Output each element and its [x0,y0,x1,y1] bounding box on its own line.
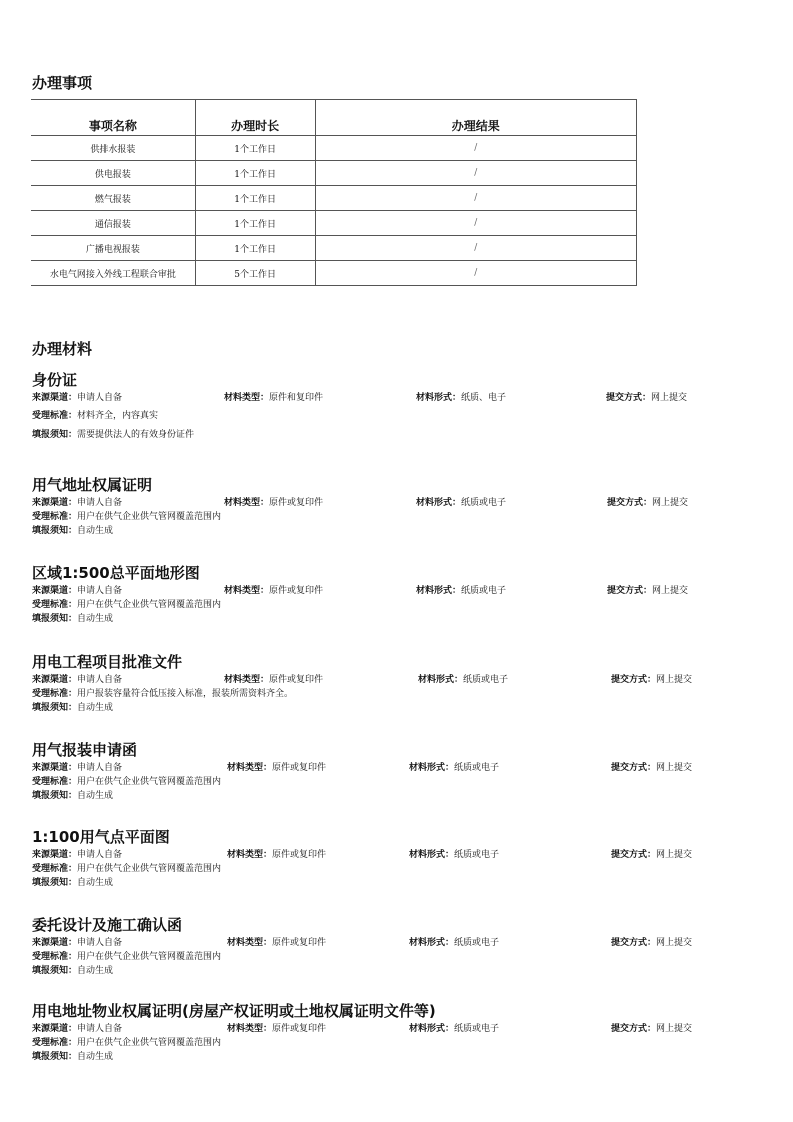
material-notice-row [32,876,732,890]
items-section-title: 办理事项 [32,74,93,92]
item-result: / [315,186,636,211]
material-block [32,653,732,715]
source-value: 申请人自备 [77,393,123,403]
material-block [32,916,732,978]
form-label: 材料形式： [418,675,464,685]
form-field [409,848,499,862]
item-name: 供排水报装 [31,136,195,161]
type-value: 原件或复印件 [272,938,327,948]
source-field [32,673,122,687]
standard-field [32,950,221,964]
type-label: 材料类型： [227,850,273,860]
type-value: 原件或复印件 [269,586,324,596]
notice-field [32,789,113,803]
notice-label: 填报须知： [32,430,78,440]
material-block [32,564,732,626]
type-field [227,1022,326,1036]
table-row [31,136,637,161]
standard-field [32,409,158,423]
form-label: 材料形式： [416,393,462,403]
standard-label: 受理标准： [32,512,78,522]
form-field [416,584,506,598]
notice-label: 填报须知： [32,703,78,713]
standard-label: 受理标准： [32,600,78,610]
notice-label: 填报须知： [32,791,78,801]
submit-value: 网上提交 [652,498,689,508]
submit-value: 网上提交 [656,1024,693,1034]
notice-field [32,524,113,538]
item-name: 广播电视报装 [31,236,195,261]
item-name: 通信报装 [31,211,195,236]
column-header-result: 办理结果 [315,100,636,136]
type-field [224,584,323,598]
material-meta-row [32,848,732,862]
source-label: 来源渠道： [32,498,78,508]
material-standard-row [32,1036,732,1050]
source-field [32,936,122,950]
submit-field [606,391,687,405]
submit-label: 提交方式： [606,393,652,403]
form-field [416,496,506,510]
source-label: 来源渠道： [32,586,78,596]
source-value: 申请人自备 [77,586,123,596]
table-row [31,186,637,211]
standard-value: 用户在供气企业供气管网覆盖范围内 [77,512,222,522]
source-field [32,848,122,862]
notice-label: 填报须知： [32,966,78,976]
item-result: / [315,211,636,236]
standard-field [32,687,293,701]
submit-label: 提交方式： [611,938,657,948]
source-value: 申请人自备 [77,938,123,948]
notice-value: 自动生成 [77,703,114,713]
submit-label: 提交方式： [611,763,657,773]
column-header-name: 事项名称 [31,100,195,136]
type-value: 原件和复印件 [269,393,324,403]
item-duration: 1个工作日 [195,161,315,186]
form-value: 纸质、电子 [461,393,507,403]
form-value: 纸质或电子 [461,586,507,596]
notice-field [32,1050,113,1064]
material-name: 用电地址物业权属证明(房屋产权证明或土地权属证明文件等) [32,1002,436,1020]
submit-value: 网上提交 [656,938,693,948]
notice-value: 自动生成 [77,526,114,536]
notice-label: 填报须知： [32,1052,78,1062]
notice-field [32,876,113,890]
form-field [409,1022,499,1036]
source-label: 来源渠道： [32,850,78,860]
submit-label: 提交方式： [611,675,657,685]
material-notice-row [32,1050,732,1064]
form-value: 纸质或电子 [454,938,500,948]
standard-label: 受理标准： [32,689,78,699]
notice-field [32,612,113,626]
type-value: 原件或复印件 [272,1024,327,1034]
source-field [32,584,122,598]
submit-field [611,1022,692,1036]
material-standard-row [32,598,732,612]
standard-field [32,598,221,612]
notice-value: 自动生成 [77,791,114,801]
standard-field [32,775,221,789]
material-block [32,476,732,538]
submit-field [607,584,688,598]
notice-field [32,428,194,442]
material-standard-row [32,775,732,789]
standard-field [32,862,221,876]
table-header-row [31,100,637,136]
notice-field [32,964,113,978]
form-field [409,761,499,775]
type-value: 原件或复印件 [272,850,327,860]
item-duration: 1个工作日 [195,236,315,261]
source-value: 申请人自备 [77,675,123,685]
standard-label: 受理标准： [32,952,78,962]
table-row [31,261,637,286]
type-field [227,761,326,775]
material-standard-row [32,687,732,701]
notice-value: 自动生成 [77,966,114,976]
table-row [31,211,637,236]
material-name: 用气地址权属证明 [32,476,153,494]
item-name: 燃气报装 [31,186,195,211]
form-field [416,391,506,405]
material-standard-row [32,862,732,876]
submit-value: 网上提交 [656,850,693,860]
material-meta-row [32,761,732,775]
type-value: 原件或复印件 [272,763,327,773]
standard-value: 用户在供气企业供气管网覆盖范围内 [77,777,222,787]
standard-value: 用户在供气企业供气管网覆盖范围内 [77,952,222,962]
material-meta-row [32,391,732,405]
standard-field [32,510,221,524]
form-label: 材料形式： [409,938,455,948]
material-meta-row [32,1022,732,1036]
type-label: 材料类型： [224,675,270,685]
material-name: 用电工程项目批准文件 [32,653,183,671]
form-value: 纸质或电子 [454,850,500,860]
material-notice-row [32,524,732,538]
notice-value: 需要提供法人的有效身份证件 [77,430,195,440]
type-field [227,936,326,950]
material-name: 区域1:500总平面地形图 [32,564,200,582]
submit-value: 网上提交 [651,393,688,403]
submit-value: 网上提交 [656,763,693,773]
source-label: 来源渠道： [32,1024,78,1034]
notice-field [32,701,113,715]
submit-field [611,673,692,687]
material-standard-row [32,510,732,524]
submit-label: 提交方式： [607,498,653,508]
item-duration: 1个工作日 [195,211,315,236]
form-label: 材料形式： [416,586,462,596]
source-label: 来源渠道： [32,938,78,948]
item-name: 水电气网接入外线工程联合审批 [31,261,195,286]
standard-value: 用户在供气企业供气管网覆盖范围内 [77,864,222,874]
type-label: 材料类型： [227,763,273,773]
source-label: 来源渠道： [32,675,78,685]
material-notice-row [32,612,732,626]
form-label: 材料形式： [409,1024,455,1034]
standard-label: 受理标准： [32,777,78,787]
submit-value: 网上提交 [652,586,689,596]
type-field [224,673,323,687]
material-block [32,371,732,442]
items-table [31,99,637,286]
submit-value: 网上提交 [656,675,693,685]
submit-field [611,761,692,775]
material-standard-row [32,950,732,964]
type-field [224,496,323,510]
submit-field [611,936,692,950]
item-duration: 5个工作日 [195,261,315,286]
form-value: 纸质或电子 [454,1024,500,1034]
standard-value: 用户在供气企业供气管网覆盖范围内 [77,1038,222,1048]
form-value: 纸质或电子 [461,498,507,508]
source-label: 来源渠道： [32,393,78,403]
material-notice-row [32,964,732,978]
source-value: 申请人自备 [77,850,123,860]
type-label: 材料类型： [224,498,270,508]
notice-value: 自动生成 [77,614,114,624]
submit-label: 提交方式： [611,1024,657,1034]
source-field [32,761,122,775]
source-value: 申请人自备 [77,763,123,773]
material-block [32,1002,732,1064]
item-result: / [315,161,636,186]
material-name: 1:100用气点平面图 [32,828,170,846]
source-value: 申请人自备 [77,498,123,508]
notice-value: 自动生成 [77,878,114,888]
type-value: 原件或复印件 [269,675,324,685]
form-value: 纸质或电子 [463,675,509,685]
notice-label: 填报须知： [32,614,78,624]
submit-label: 提交方式： [607,586,653,596]
submit-field [607,496,688,510]
type-label: 材料类型： [224,586,270,596]
source-field [32,391,122,405]
type-label: 材料类型： [227,1024,273,1034]
type-label: 材料类型： [227,938,273,948]
material-standard-row [32,409,732,423]
material-meta-row [32,673,732,687]
item-result: / [315,136,636,161]
type-label: 材料类型： [224,393,270,403]
materials-section-title: 办理材料 [32,340,93,358]
column-header-duration: 办理时长 [195,100,315,136]
standard-value: 材料齐全，内容真实 [77,411,159,421]
standard-field [32,1036,221,1050]
form-label: 材料形式： [409,850,455,860]
material-meta-row [32,584,732,598]
standard-label: 受理标准： [32,864,78,874]
type-field [227,848,326,862]
item-duration: 1个工作日 [195,136,315,161]
standard-value: 用户报装容量符合低压接入标准，报装所需资料齐全。 [77,689,294,699]
item-name: 供电报装 [31,161,195,186]
type-field [224,391,323,405]
material-meta-row [32,936,732,950]
submit-field [611,848,692,862]
table-row [31,161,637,186]
notice-label: 填报须知： [32,526,78,536]
item-result: / [315,236,636,261]
form-value: 纸质或电子 [454,763,500,773]
notice-label: 填报须知： [32,878,78,888]
material-name: 用气报装申请函 [32,741,138,759]
material-block [32,828,732,890]
material-notice-row [32,428,732,442]
source-field [32,1022,122,1036]
form-field [418,673,508,687]
form-label: 材料形式： [416,498,462,508]
form-label: 材料形式： [409,763,455,773]
standard-value: 用户在供气企业供气管网覆盖范围内 [77,600,222,610]
type-value: 原件或复印件 [269,498,324,508]
material-name: 委托设计及施工确认函 [32,916,183,934]
source-value: 申请人自备 [77,1024,123,1034]
table-row [31,236,637,261]
submit-label: 提交方式： [611,850,657,860]
material-meta-row [32,496,732,510]
source-label: 来源渠道： [32,763,78,773]
material-name: 身份证 [32,371,78,389]
notice-value: 自动生成 [77,1052,114,1062]
source-field [32,496,122,510]
form-field [409,936,499,950]
item-result: / [315,261,636,286]
item-duration: 1个工作日 [195,186,315,211]
material-notice-row [32,701,732,715]
standard-label: 受理标准： [32,1038,78,1048]
standard-label: 受理标准： [32,411,78,421]
material-block [32,741,732,803]
material-notice-row [32,789,732,803]
